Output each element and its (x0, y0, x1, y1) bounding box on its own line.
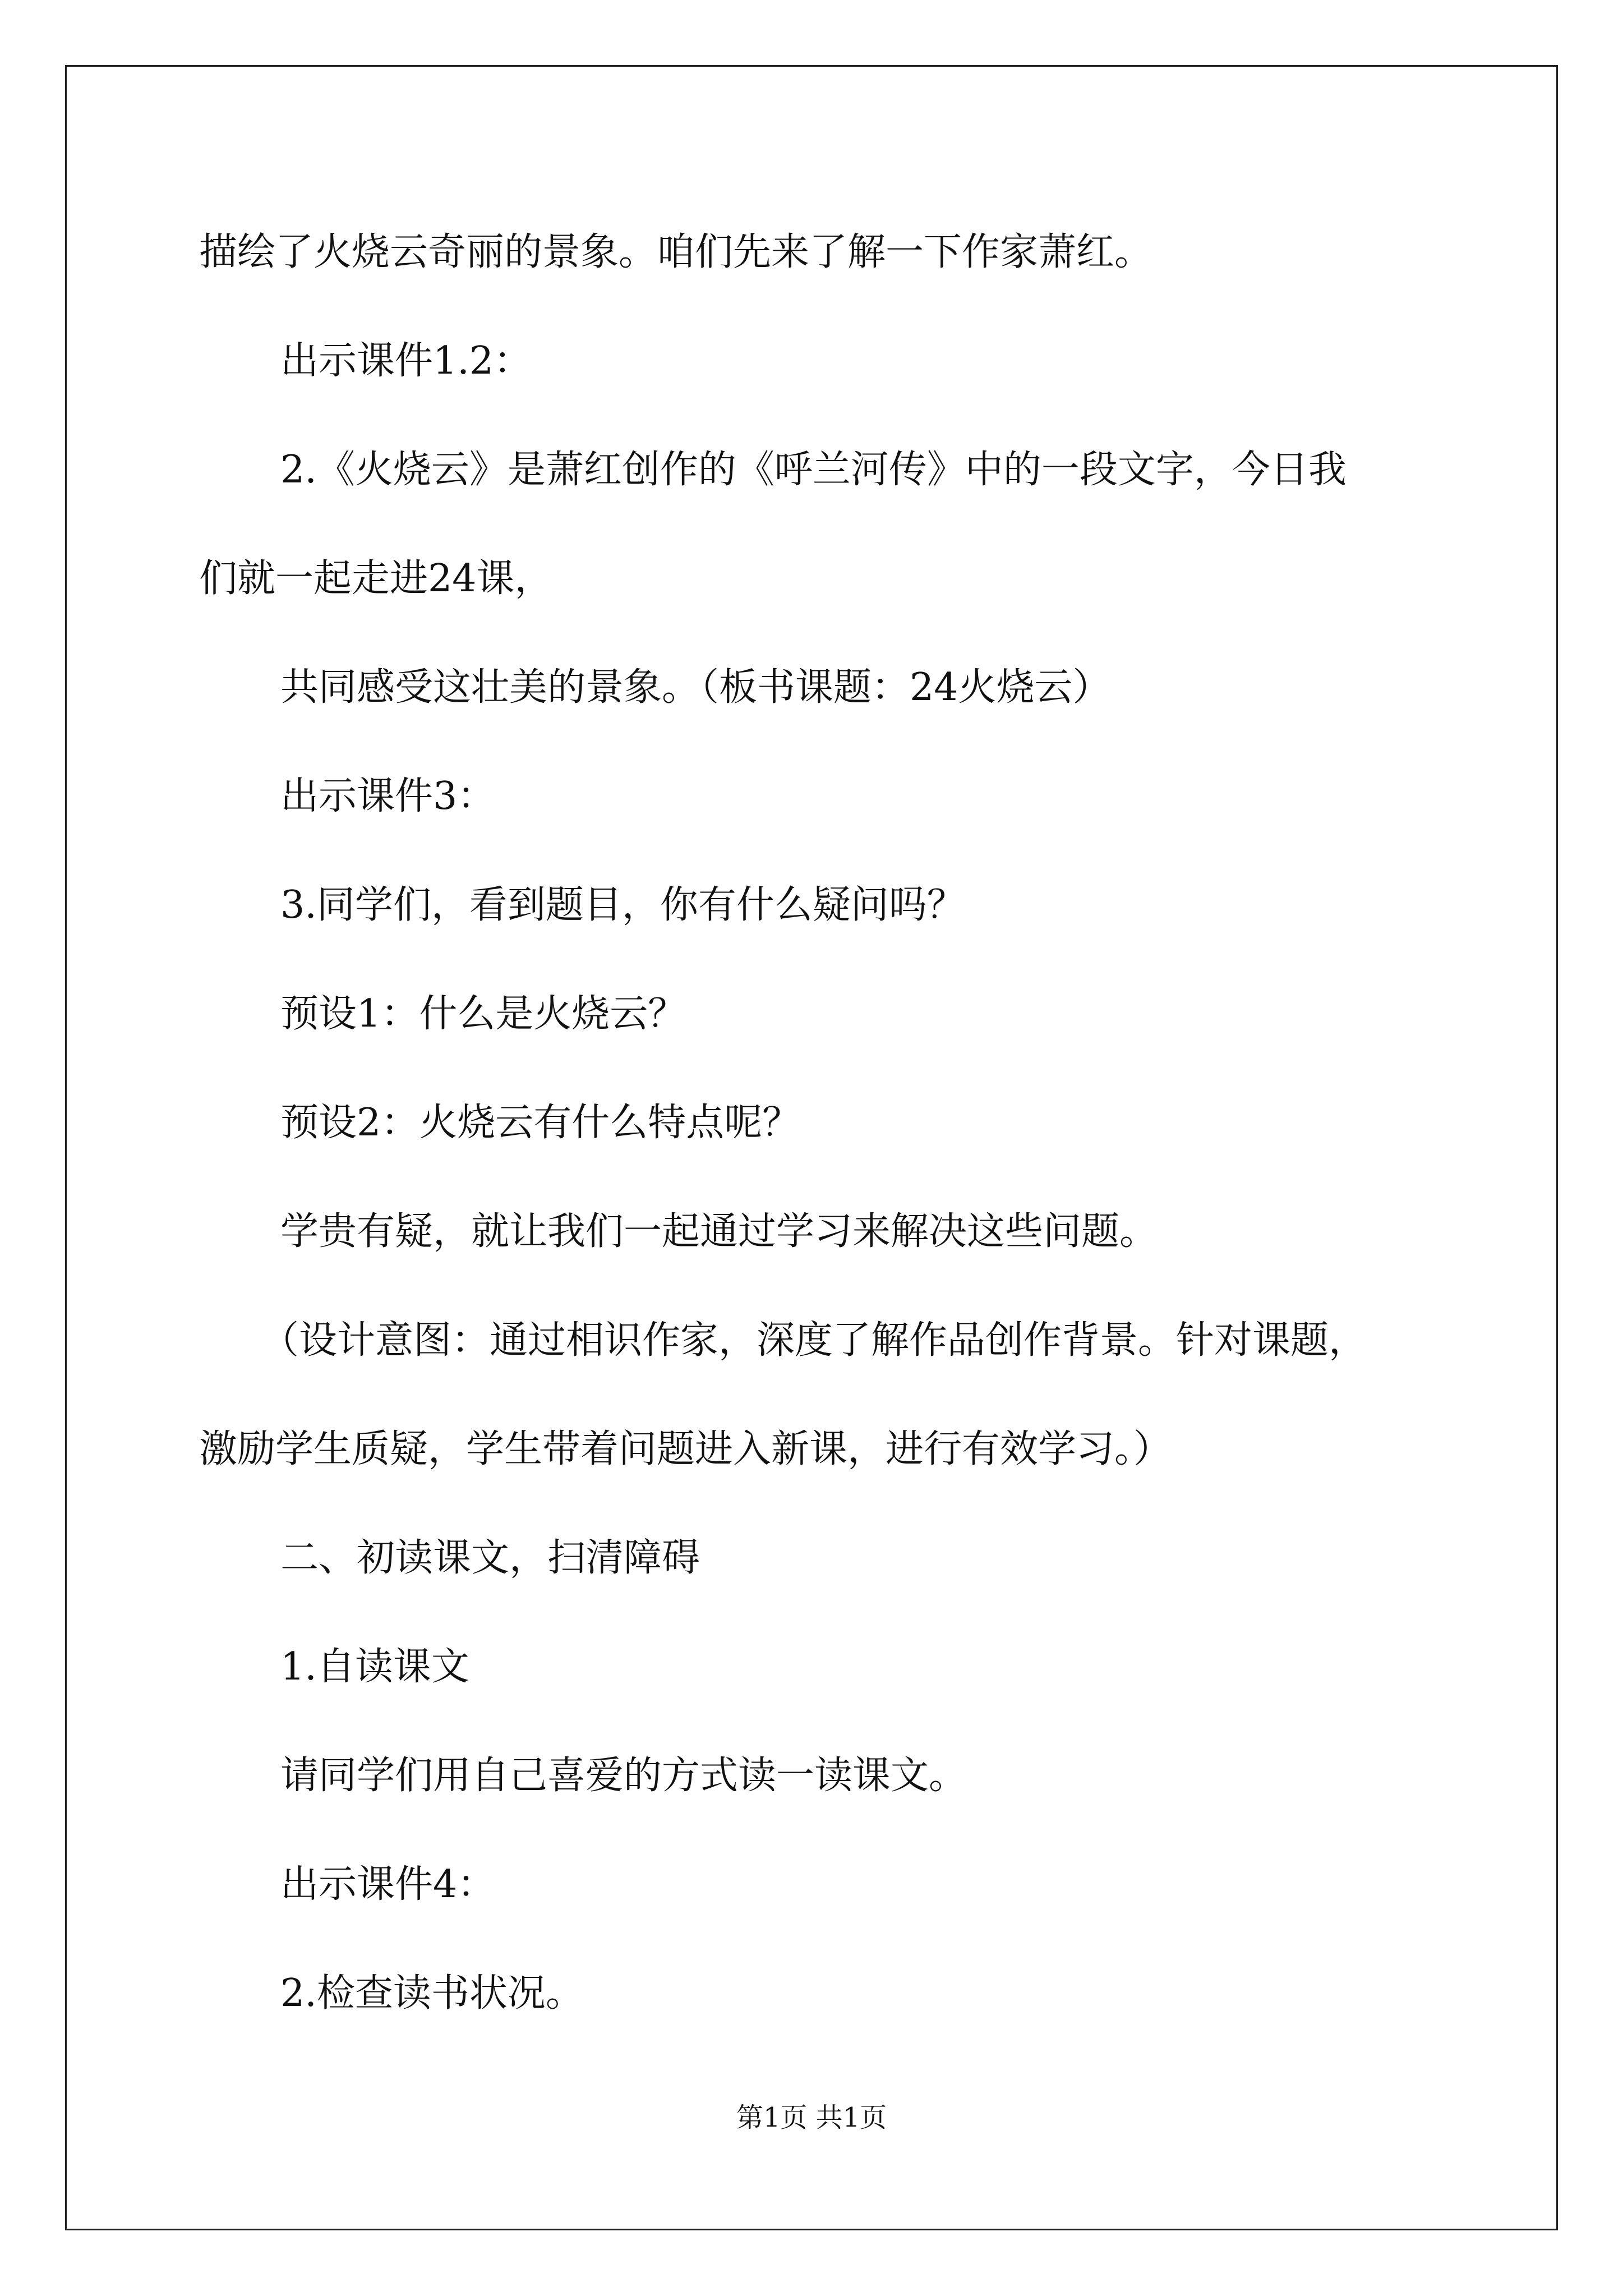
paragraph-11: （设计意图：通过相识作家，深度了解作品创作背景。针对课题， (261, 1318, 1367, 1363)
paragraph-2: 出示课件1.2： (280, 339, 532, 383)
paragraph-15: 请同学们用自己喜爱的方式读一读课文。 (280, 1754, 967, 1798)
paragraph-7: 3.同学们，看到题目，你有什么疑问吗？ (280, 883, 965, 927)
paragraph-17: 2.检查读书状况。 (280, 1971, 584, 2016)
paragraph-13: 二、初读课文，扫清障碍 (280, 1536, 700, 1580)
paragraph-4: 们就一起走进24课， (199, 556, 553, 601)
document-body (199, 224, 1511, 2022)
paragraph-10: 学贵有疑，就让我们一起通过学习来解决这些问题。 (280, 1209, 1158, 1254)
paragraph-8: 预设1：什么是火烧云？ (280, 992, 686, 1036)
page-footer: 第1页 共1页 (736, 2102, 887, 2133)
paragraph-9: 预设2：火烧云有什么特点呢？ (280, 1101, 801, 1145)
paragraph-14: 1.自读课文 (280, 1645, 469, 1689)
paragraph-16: 出示课件4： (280, 1862, 496, 1907)
paragraph-3: 2.《火烧云》是萧红创作的《呼兰河传》中的一段文字，今日我 (280, 448, 1347, 492)
paragraph-5: 共同感受这壮美的景象。（板书课题：24火烧云） (280, 665, 1111, 710)
paragraph-1: 描绘了火烧云奇丽的景象。咱们先来了解一下作家萧红。 (199, 230, 1153, 274)
paragraph-12: 激励学生质疑，学生带着问题进入新课，进行有效学习。） (199, 1427, 1172, 1471)
paragraph-6: 出示课件3： (280, 774, 496, 818)
